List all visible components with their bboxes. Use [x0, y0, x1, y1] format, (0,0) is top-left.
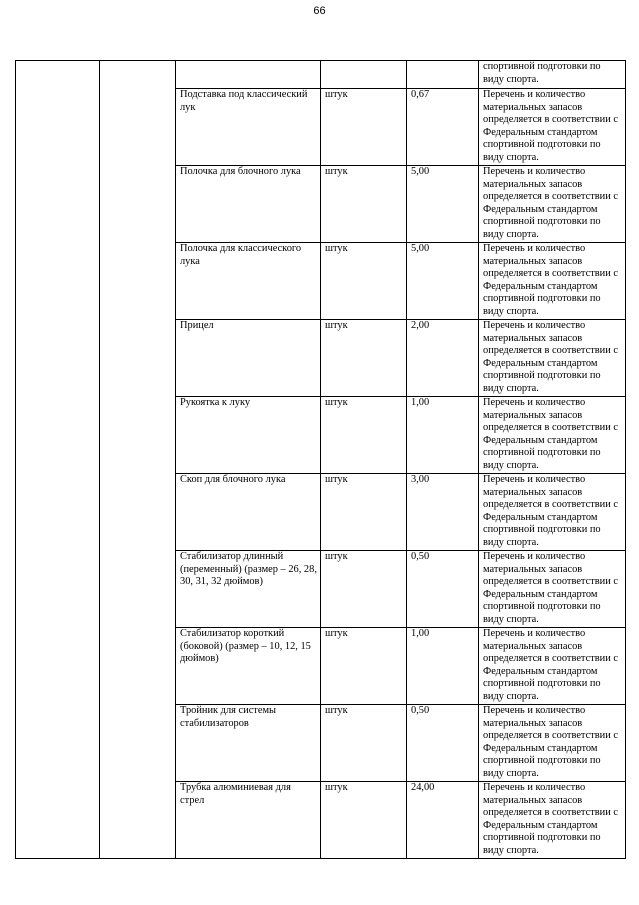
cell-unit: штук [321, 397, 407, 474]
cell-name: Полочка для блочного лука [176, 166, 321, 243]
cell-unit: штук [321, 320, 407, 397]
cell-quantity: 0,50 [407, 705, 479, 782]
cell-quantity: 24,00 [407, 782, 479, 859]
cell-quantity: 1,00 [407, 628, 479, 705]
cell-note: Перечень и количество материальных запасов определяется в соответствии с Федеральным стандартом спортивной подготовки по виду спорта. [479, 705, 626, 782]
cell-unit: штук [321, 89, 407, 166]
cell-name: Стабилизатор длинный (переменный) (размер – 26, 28, 30, 31, 32 дюймов) [176, 551, 321, 628]
cell-unit: штук [321, 243, 407, 320]
cell-note: Перечень и количество материальных запасов определяется в соответствии с Федеральным стандартом спортивной подготовки по виду спорта. [479, 89, 626, 166]
cell-name: Скоп для блочного лука [176, 474, 321, 551]
table-row-continuation [16, 61, 626, 89]
cell-name: Полочка для классического лука [176, 243, 321, 320]
cell-unit: штук [321, 628, 407, 705]
equipment-table [15, 60, 626, 859]
cell-name: Стабилизатор короткий (боковой) (размер – 10, 12, 15 дюймов) [176, 628, 321, 705]
cell-name: Тройник для системы стабилизаторов [176, 705, 321, 782]
cell-name [176, 61, 321, 89]
page-number: 66 [313, 5, 326, 17]
cell-unit: штук [321, 782, 407, 859]
cell-quantity: 3,00 [407, 474, 479, 551]
cell-quantity: 1,00 [407, 397, 479, 474]
cell-unit: штук [321, 474, 407, 551]
cell-name: Прицел [176, 320, 321, 397]
table-body [16, 61, 626, 859]
cell-quantity [407, 61, 479, 89]
cell-note: Перечень и количество материальных запасов определяется в соответствии с Федеральным стандартом спортивной подготовки по виду спорта. [479, 551, 626, 628]
cell-unit: штук [321, 166, 407, 243]
cell-quantity: 5,00 [407, 243, 479, 320]
cell-unit: штук [321, 551, 407, 628]
cell-name: Подставка под классический лук [176, 89, 321, 166]
cell-name: Рукоятка к луку [176, 397, 321, 474]
cell-note: Перечень и количество материальных запасов определяется в соответствии с Федеральным стандартом спортивной подготовки по виду спорта. [479, 474, 626, 551]
cell-unit [321, 61, 407, 89]
cell-quantity: 2,00 [407, 320, 479, 397]
cell-note: Перечень и количество материальных запасов определяется в соответствии с Федеральным стандартом спортивной подготовки по виду спорта. [479, 166, 626, 243]
cell-note: Перечень и количество материальных запасов определяется в соответствии с Федеральным стандартом спортивной подготовки по виду спорта. [479, 243, 626, 320]
cell-quantity: 0,50 [407, 551, 479, 628]
cell-note: Перечень и количество материальных запасов определяется в соответствии с Федеральным стандартом спортивной подготовки по виду спорта. [479, 782, 626, 859]
cell-note: Перечень и количество материальных запасов определяется в соответствии с Федеральным стандартом спортивной подготовки по виду спорта. [479, 397, 626, 474]
cell-unit: штук [321, 705, 407, 782]
cell-name: Трубка алюминиевая для стрел [176, 782, 321, 859]
merged-cell-col2 [100, 61, 176, 859]
cell-note: Перечень и количество материальных запасов определяется в соответствии с Федеральным стандартом спортивной подготовки по виду спорта. [479, 320, 626, 397]
cell-quantity: 5,00 [407, 166, 479, 243]
cell-note: спортивной подготовки по виду спорта. [479, 61, 626, 89]
merged-cell-col1 [16, 61, 100, 859]
cell-note: Перечень и количество материальных запасов определяется в соответствии с Федеральным стандартом спортивной подготовки по виду спорта. [479, 628, 626, 705]
cell-quantity: 0,67 [407, 89, 479, 166]
